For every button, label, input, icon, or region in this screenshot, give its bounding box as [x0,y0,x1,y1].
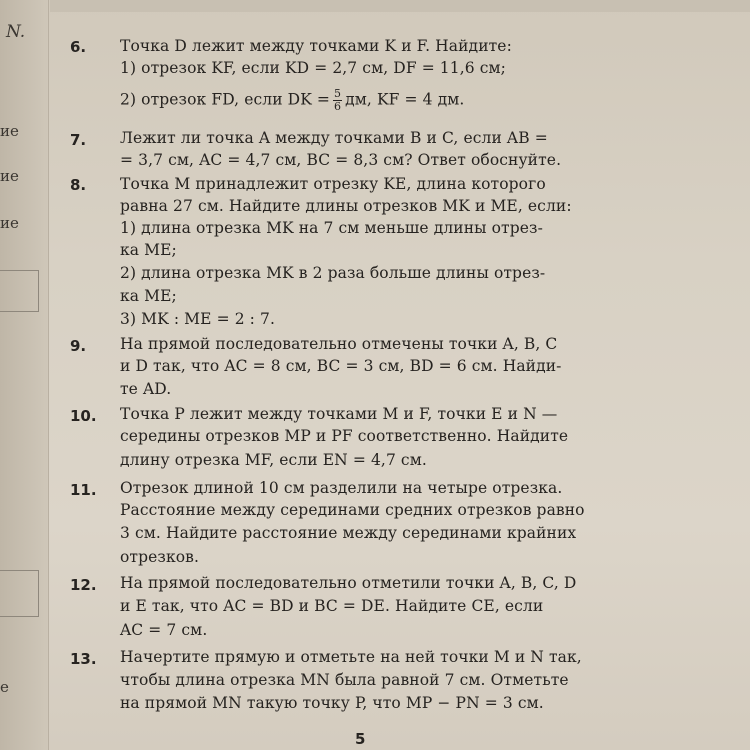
problem-text-line: длину отрезка MF, если EN = 4,7 см. [120,451,427,469]
problem-text-line: Расстояние между серединами средних отрезков равно [120,501,585,519]
problem-text-line: 1) отрезок KF, если KD = 2,7 см, DF = 11,6 см; [120,59,507,77]
margin-fragment: N. [6,22,26,42]
problem-text-line: 3) MK : ME = 2 : 7. [120,310,276,328]
fraction-denominator: 6 [334,100,342,113]
problem-number: 6. [70,38,87,56]
fraction-numerator: 5 [334,87,342,100]
problem-number: 9. [70,337,87,355]
margin-fragment: е [0,678,9,696]
fraction [333,88,342,113]
problem-text-line: AC = 7 см. [120,621,208,639]
margin-fragment: ие [0,214,19,232]
problem-text-line: ка ME; [120,241,177,259]
problem-text-line: 3 см. Найдите расстояние между серединами крайних [120,524,577,542]
left-page-margin [0,0,49,750]
problem-text-line: и D так, что AC = 8 см, BC = 3 см, BD = 6 см. Найди- [120,357,562,375]
problem-number: 7. [70,131,87,149]
problem-number: 13. [70,650,97,668]
problem-text-line: Отрезок длиной 10 см разделили на четыре отрезка. [120,479,563,497]
problem-number: 11. [70,481,97,499]
problem-text-line: На прямой последовательно отмечены точки A, B, C [120,335,558,353]
margin-fragment: ие [0,122,19,140]
margin-frame [0,570,39,617]
problem-text-line [120,88,464,113]
problem-text-line: середины отрезков MP и PF соответственно. Найдите [120,427,569,445]
margin-fragment: ие [0,167,19,185]
problem-number: 12. [70,576,97,594]
problem-text-line: равна 27 см. Найдите длины отрезков MK и ME, если: [120,197,572,215]
page-number: 5 [355,730,366,748]
previous-page-edge [50,0,750,12]
problem-number: 10. [70,407,97,425]
problem-text-line: и E так, что AC = BD и BC = DE. Найдите CE, если [120,597,544,615]
problem-text-line: Точка P лежит между точками M и F, точки E и N — [120,405,558,423]
problem-text-line: Точка D лежит между точками K и F. Найдите: [120,37,512,55]
problem-text-line: Начертите прямую и отметьте на ней точки M и N так, [120,648,582,666]
problem-text-line: Лежит ли точка A между точками B и C, если AB = [120,129,548,147]
problem-text-line: чтобы длина отрезка MN была равной 7 см. Отметьте [120,671,569,689]
problem-text-line: на прямой MN такую точку P, что MP − PN = 3 см. [120,694,544,712]
problem-text-line: = 3,7 см, AC = 4,7 см, BC = 8,3 см? Ответ обоснуйте. [120,151,562,169]
problem-text-line: те AD. [120,380,172,398]
problem-text-line: 1) длина отрезка MK на 7 см меньше длины отрез- [120,219,543,237]
problem-text-line: отрезков. [120,548,200,566]
problem-text-line: Точка M принадлежит отрезку KE, длина которого [120,175,546,193]
problem-number: 8. [70,176,87,194]
problem-text-part: дм, KF = 4 дм. [345,90,465,109]
problem-text-line: На прямой последовательно отметили точки A, B, C, D [120,574,577,592]
problem-text-line: 2) длина отрезка MK в 2 раза больше длины отрез- [120,264,546,282]
problem-text-part: 2) отрезок FD, если DK = [120,90,330,109]
margin-frame [0,270,39,312]
problem-text-line: ка ME; [120,287,177,305]
